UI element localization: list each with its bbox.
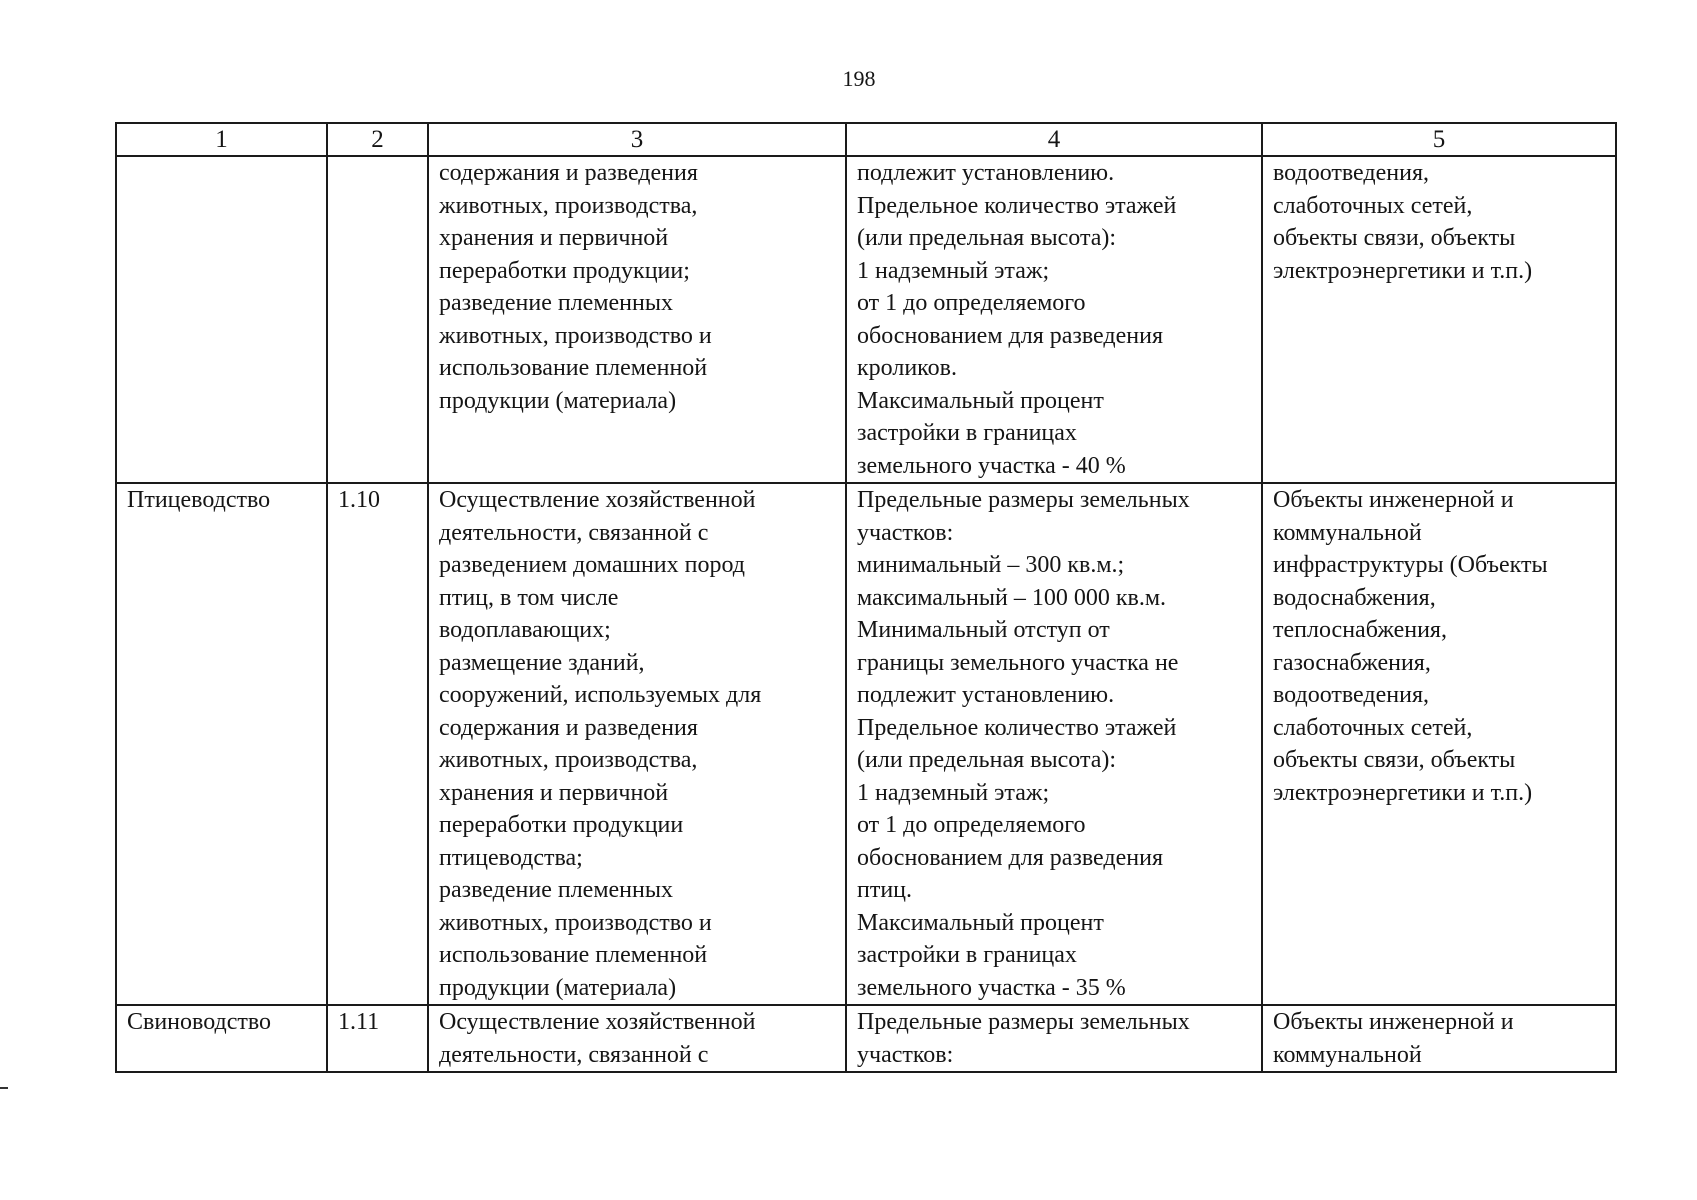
description-line: переработки продукции; xyxy=(439,257,690,284)
parameters-line: Максимальный процент xyxy=(857,387,1104,414)
description-line: использование племенной xyxy=(439,355,708,381)
description-line: разведение племенных xyxy=(439,290,673,316)
parameters-line: кроликов. xyxy=(857,355,957,381)
description-line: деятельности, связанной с xyxy=(439,1041,709,1068)
parameters-line: Минимальный отступ от xyxy=(857,617,1110,643)
description-line: содержания и разведения xyxy=(439,714,698,741)
row-name-cell xyxy=(116,156,327,483)
table-row-poultry xyxy=(116,483,1616,1005)
description-line: животных, производство и xyxy=(439,322,712,349)
table-row-pig-farming xyxy=(116,1005,1616,1072)
description-cell xyxy=(428,1005,846,1072)
auxiliary-cell xyxy=(1262,1005,1616,1072)
description-line: разведением домашних пород xyxy=(439,552,746,578)
auxiliary-cell xyxy=(1262,483,1616,1005)
auxiliary-line: слаботочных сетей, xyxy=(1273,192,1473,219)
parameters-line: от 1 до определяемого xyxy=(857,290,1086,316)
parameters-line: подлежит установлению. xyxy=(857,160,1115,186)
table-row-continued xyxy=(116,156,1616,483)
parameters-line: застройки в границах xyxy=(857,420,1077,446)
parameters-cell xyxy=(846,483,1262,1005)
parameters-cell xyxy=(846,156,1262,483)
parameters-cell xyxy=(846,1005,1262,1072)
column-header-2: 2 xyxy=(327,123,428,156)
row-code-cell xyxy=(327,156,428,483)
auxiliary-line: Объекты инженерной и xyxy=(1273,1009,1514,1035)
parameters-line: Предельное количество этажей xyxy=(857,192,1177,219)
description-line: животных, производство и xyxy=(439,909,712,936)
auxiliary-line: коммунальной xyxy=(1273,1041,1422,1068)
parameters-line: Предельные размеры земельных xyxy=(857,487,1190,513)
parameters-line: максимальный – 100 000 кв.м. xyxy=(857,584,1167,611)
parameters-line: (или предельная высота): xyxy=(857,225,1117,251)
auxiliary-line: объекты связи, объекты xyxy=(1273,747,1516,773)
description-line: водоплавающих; xyxy=(439,617,611,643)
auxiliary-line: коммунальной xyxy=(1273,519,1422,546)
description-line: продукции (материала) xyxy=(439,387,677,414)
description-line: животных, производства, xyxy=(439,747,698,773)
auxiliary-line: объекты связи, объекты xyxy=(1273,225,1516,251)
parameters-line: границы земельного участка не xyxy=(857,649,1179,676)
description-cell xyxy=(428,156,846,483)
column-header-3: 3 xyxy=(428,123,846,156)
parameters-line: минимальный – 300 кв.м.; xyxy=(857,552,1125,578)
description-line: хранения и первичной xyxy=(439,779,669,806)
description-line: птиц, в том числе xyxy=(439,584,619,611)
row-name-cell: Свиноводство xyxy=(116,1005,327,1072)
auxiliary-line: водоснабжения, xyxy=(1273,584,1436,611)
parameters-line: Предельное количество этажей xyxy=(857,714,1177,741)
margin-dash xyxy=(0,1087,8,1089)
description-line: деятельности, связанной с xyxy=(439,519,709,546)
description-line: хранения и первичной xyxy=(439,225,669,251)
description-line: использование племенной xyxy=(439,942,708,968)
auxiliary-line: электроэнергетики и т.п.) xyxy=(1273,779,1533,806)
auxiliary-line: водоотведения, xyxy=(1273,160,1429,186)
column-header-5: 5 xyxy=(1262,123,1616,156)
auxiliary-cell xyxy=(1262,156,1616,483)
parameters-line: Предельные размеры земельных xyxy=(857,1009,1190,1035)
description-line: продукции (материала) xyxy=(439,974,677,1001)
auxiliary-line: Объекты инженерной и xyxy=(1273,487,1514,513)
parameters-line: обоснованием для разведения xyxy=(857,322,1163,349)
parameters-line: участков: xyxy=(857,1041,954,1068)
auxiliary-line: инфраструктуры (Объекты xyxy=(1273,552,1548,578)
parameters-line: 1 надземный этаж; xyxy=(857,257,1050,284)
description-line: птицеводства; xyxy=(439,844,583,871)
parameters-line: 1 надземный этаж; xyxy=(857,779,1050,806)
row-name-cell: Птицеводство xyxy=(116,483,327,1005)
land-use-table xyxy=(115,122,1617,1073)
parameters-line: подлежит установлению. xyxy=(857,682,1115,708)
description-cell xyxy=(428,483,846,1005)
page-number: 198 xyxy=(842,66,876,91)
description-line: разведение племенных xyxy=(439,877,673,903)
column-header-1: 1 xyxy=(116,123,327,156)
row-code-cell: 1.10 xyxy=(327,483,428,1005)
auxiliary-line: теплоснабжения, xyxy=(1273,617,1447,643)
auxiliary-line: газоснабжения, xyxy=(1273,649,1431,676)
description-line: животных, производства, xyxy=(439,192,698,219)
parameters-line: застройки в границах xyxy=(857,942,1077,968)
column-header-4: 4 xyxy=(846,123,1262,156)
parameters-line: участков: xyxy=(857,519,954,546)
parameters-line: (или предельная высота): xyxy=(857,747,1117,773)
auxiliary-line: водоотведения, xyxy=(1273,682,1429,708)
column-number-row xyxy=(116,123,1616,156)
parameters-line: обоснованием для разведения xyxy=(857,844,1163,871)
description-line: Осуществление хозяйственной xyxy=(439,1009,756,1035)
parameters-line: птиц. xyxy=(857,877,913,903)
parameters-line: земельного участка - 35 % xyxy=(857,974,1126,1001)
parameters-line: Максимальный процент xyxy=(857,909,1104,936)
parameters-line: земельного участка - 40 % xyxy=(857,452,1126,479)
parameters-line: от 1 до определяемого xyxy=(857,812,1086,838)
description-line: размещение зданий, xyxy=(439,649,645,676)
row-code-cell: 1.11 xyxy=(327,1005,428,1072)
description-line: Осуществление хозяйственной xyxy=(439,487,756,513)
description-line: содержания и разведения xyxy=(439,160,698,186)
description-line: переработки продукции xyxy=(439,812,684,838)
description-line: сооружений, используемых для xyxy=(439,682,762,708)
auxiliary-line: электроэнергетики и т.п.) xyxy=(1273,257,1533,284)
auxiliary-line: слаботочных сетей, xyxy=(1273,714,1473,741)
